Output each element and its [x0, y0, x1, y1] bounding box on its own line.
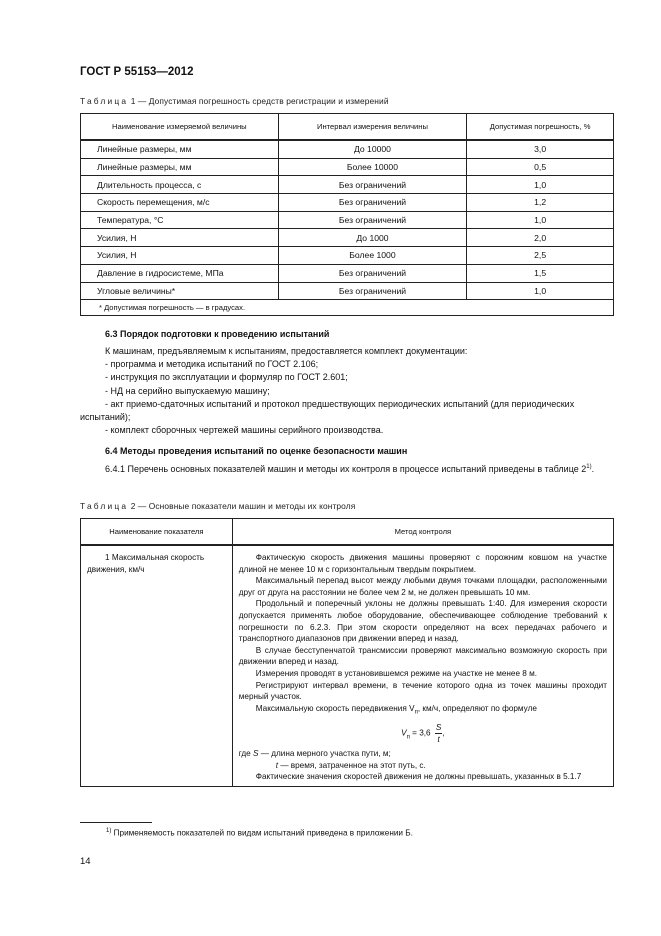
- list-item: - программа и методика испытаний по ГОСТ 2.106;: [105, 359, 319, 370]
- table1-cell: 2,0: [467, 229, 614, 247]
- table1-note: * Допустимая погрешность — в градусах.: [81, 300, 614, 316]
- method-paragraph: Максимальный перепад высот между любыми двумя точками площадки, расположенными друг от друга на расстоянии не более чем 2 м, не должен превышать 10 мм.: [238, 576, 607, 597]
- table1-cell: Более 10000: [278, 158, 467, 176]
- table1-cell: Давление в гидросистеме, МПа: [81, 264, 279, 282]
- table1-cell: Без ограничений: [278, 211, 467, 229]
- where-var-t: t: [275, 760, 279, 770]
- list-item: - комплект сборочных чертежей машины серийного производства.: [105, 425, 384, 436]
- table1-header-cell: Интервал измерения величины: [278, 114, 467, 141]
- table1-caption: [80, 96, 389, 106]
- footnote: [106, 828, 413, 838]
- table1-cell: 1,0: [467, 211, 614, 229]
- list-item: - акт приемо-сдаточных испытаний и протокол предшествующих периодических испытаний (для периодических испытаний);: [80, 398, 575, 423]
- section-6-4-1-text: 6.4.1 Перечень основных показателей машин и методы их контроля в процессе испытаний приведены в таблице 2: [105, 464, 587, 474]
- section-6-4-1-paragraph: [80, 461, 614, 476]
- table1-cell: Усилия, Н: [81, 247, 279, 265]
- method-speed-text-end: , км/ч, определяют по формуле: [417, 703, 537, 713]
- method-paragraph: Фактическую скорость движения машины проверяют с порожним ковшом на участке длиной не менее 10 м с горизонтальным твердым покрытием.: [238, 553, 607, 574]
- table2-header-cell: Наименование показателя: [81, 519, 233, 546]
- speed-formula: [239, 722, 607, 745]
- method-paragraph: Продольный и поперечный уклоны не должны превышать 1:40. Для измерения скорости допускается применять любое оборудование, обеспечивающее соблюдение требований к погрешности по 6.2.3. При этом скорости определяют на всех передачах рабочего и транспортного диапазонов при движении вперед и назад.: [238, 599, 607, 644]
- table1-cell: Без ограничений: [278, 176, 467, 194]
- formula-denominator: t: [437, 734, 440, 744]
- formula-lhs-sub: п: [406, 734, 410, 741]
- section-6-3-body: [80, 345, 614, 437]
- table1-cell: Длительность процесса, с: [81, 176, 279, 194]
- list-item: - инструкция по эксплуатации и формуляр по ГОСТ 2.601;: [105, 372, 348, 383]
- method-paragraph: Регистрируют интервал времени, в течение которого одна из точек машины проходит мерный участок.: [238, 680, 607, 702]
- table1-cell: Без ограничений: [278, 264, 467, 282]
- footnote-marker: 1): [106, 828, 112, 834]
- table2-caption-text: 2 — Основные показатели машин и методы их контроля: [130, 501, 356, 511]
- table1-row: [81, 140, 614, 158]
- table2-param-cell: 1 Максимальная скорость движения, км/ч: [81, 545, 233, 786]
- where-line-2: [239, 760, 607, 772]
- table1-cell: Без ограничений: [278, 194, 467, 212]
- table2-header-row: [81, 519, 614, 546]
- table1-cell: 1,0: [467, 176, 614, 194]
- method-speed-sub: п: [414, 709, 418, 716]
- where-var-s: S: [253, 748, 259, 758]
- table1-cell: Усилия, Н: [81, 229, 279, 247]
- section-6-4-1-end: .: [591, 464, 595, 474]
- section-6-3-intro: К машинам, предъявляемым к испытаниям, предоставляется комплект документации:: [105, 346, 468, 356]
- table2-method-cell: [232, 545, 613, 786]
- table1-cell: До 10000: [278, 140, 467, 158]
- table1-cell: Без ограничений: [278, 282, 467, 300]
- method-paragraph: Измерения проводят в установившемся режиме на участке не менее 8 м.: [255, 668, 538, 678]
- table1-row: [81, 194, 614, 212]
- list-item: - НД на серийно выпускаемую машину;: [105, 385, 270, 396]
- footnote-text: Применяемость показателей по видам испытаний приведена в приложении Б.: [113, 828, 413, 838]
- table1-cell: Линейные размеры, мм: [81, 158, 279, 176]
- formula-numerator: S: [435, 722, 442, 732]
- where-prefix: где: [238, 748, 253, 758]
- table1-row: [81, 211, 614, 229]
- table1-cell: Линейные размеры, мм: [81, 140, 279, 158]
- table1-cell: 3,0: [467, 140, 614, 158]
- formula-coefficient: = 3,6: [409, 728, 431, 738]
- where-line-1: [239, 748, 607, 760]
- table1-cell: Скорость перемещения, м/с: [81, 194, 279, 212]
- table1: [80, 113, 614, 316]
- table1-caption-text: 1 — Допустимая погрешность средств регистрации и измерений: [130, 96, 389, 106]
- table1-row: [81, 282, 614, 300]
- table2-caption: [80, 501, 355, 511]
- table1-cell: Более 1000: [278, 247, 467, 265]
- table1-row: [81, 176, 614, 194]
- formula-lhs: V: [401, 728, 407, 738]
- table1-caption-word: Таблица: [80, 96, 129, 106]
- table1-cell: 1,0: [467, 282, 614, 300]
- footnote-ref: 1): [586, 464, 592, 470]
- method-speed-text: Максимальную скорость передвижения V: [255, 703, 415, 713]
- page-number: 14: [80, 856, 91, 867]
- table2: [80, 518, 614, 787]
- table2-row: [81, 545, 614, 786]
- table1-row: [81, 229, 614, 247]
- section-6-3-heading: 6.3 Порядок подготовки к проведению испытаний: [105, 329, 330, 339]
- method-paragraph: Фактические значения скоростей движения не должны превышать, указанных в 5.1.7: [255, 772, 582, 782]
- method-paragraph-speed: [239, 703, 607, 719]
- table1-header-cell: Наименование измеряемой величины: [81, 114, 279, 141]
- table1-note-row: [81, 300, 614, 316]
- table1-header-row: [81, 114, 614, 141]
- table1-cell: Угловые величины*: [81, 282, 279, 300]
- table1-cell: 2,5: [467, 247, 614, 265]
- table1-cell: Температура, °С: [81, 211, 279, 229]
- table2-header-cell: Метод контроля: [232, 519, 613, 546]
- table1-cell: 0,5: [467, 158, 614, 176]
- section-6-4-heading: 6.4 Методы проведения испытаний по оценке безопасности машин: [105, 446, 408, 456]
- table1-cell: 1,5: [467, 264, 614, 282]
- table1-row: [81, 247, 614, 265]
- table1-cell: До 1000: [278, 229, 467, 247]
- footnote-rule: [80, 822, 152, 823]
- formula-end: ,: [442, 728, 445, 738]
- where-desc-s: — длина мерного участка пути, м;: [258, 748, 391, 758]
- table2-caption-word: Таблица: [80, 501, 129, 511]
- where-desc-t: — время, затраченное на этот путь, с.: [278, 760, 426, 770]
- method-paragraph: В случае бесступенчатой трансмиссии проверяют максимально возможную скорость при движении вперед и назад.: [238, 645, 607, 667]
- table1-header-cell: Допустимая погрешность, %: [467, 114, 614, 141]
- table1-cell: 1,2: [467, 194, 614, 212]
- table1-row: [81, 264, 614, 282]
- table1-row: [81, 158, 614, 176]
- document-header: ГОСТ Р 55153—2012: [80, 66, 194, 78]
